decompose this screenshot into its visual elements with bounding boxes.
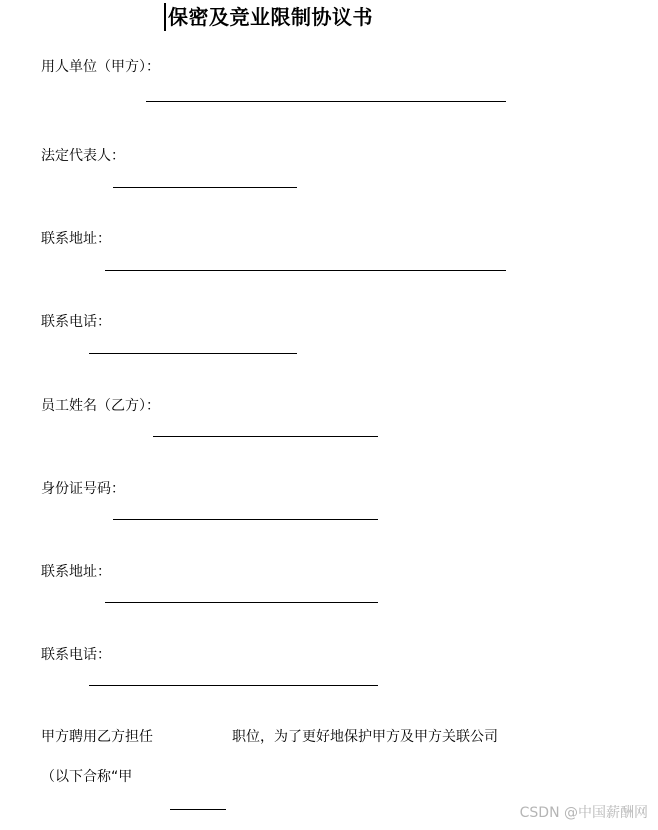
- blank-line-id-number: [113, 519, 378, 520]
- paragraph-text-line2: （以下合称“甲: [41, 769, 133, 785]
- blank-line-legal-representative: [113, 187, 297, 188]
- page-title: 保密及竞业限制协议书: [168, 5, 373, 29]
- field-label-employer: 用人单位（甲方）：: [41, 59, 160, 75]
- watermark: CSDN @中国薪酬网: [519, 805, 648, 821]
- blank-line-employee-address: [105, 602, 378, 603]
- paragraph-text-part1: 甲方聘用乙方担任: [41, 729, 153, 745]
- blank-line-employee-name: [153, 436, 378, 437]
- blank-line-paragraph: [170, 809, 226, 810]
- text-cursor: [164, 3, 166, 31]
- blank-line-employer-address: [105, 270, 506, 271]
- field-label-employee-name: 员工姓名（乙方）：: [41, 398, 160, 414]
- paragraph-text-part2: 职位，为了更好地保护甲方及甲方关联公司: [232, 729, 498, 745]
- field-label-employee-phone: 联系电话：: [41, 647, 111, 663]
- title-block: [164, 2, 373, 32]
- field-label-id-number: 身份证号码：: [41, 481, 125, 497]
- blank-line-employer-phone: [89, 353, 297, 354]
- field-label-employer-address: 联系地址：: [41, 231, 111, 247]
- field-label-employee-address: 联系地址：: [41, 564, 111, 580]
- field-label-legal-representative: 法定代表人：: [41, 148, 125, 164]
- blank-line-employee-phone: [89, 685, 378, 686]
- field-label-employer-phone: 联系电话：: [41, 314, 111, 330]
- blank-line-employer: [146, 101, 506, 102]
